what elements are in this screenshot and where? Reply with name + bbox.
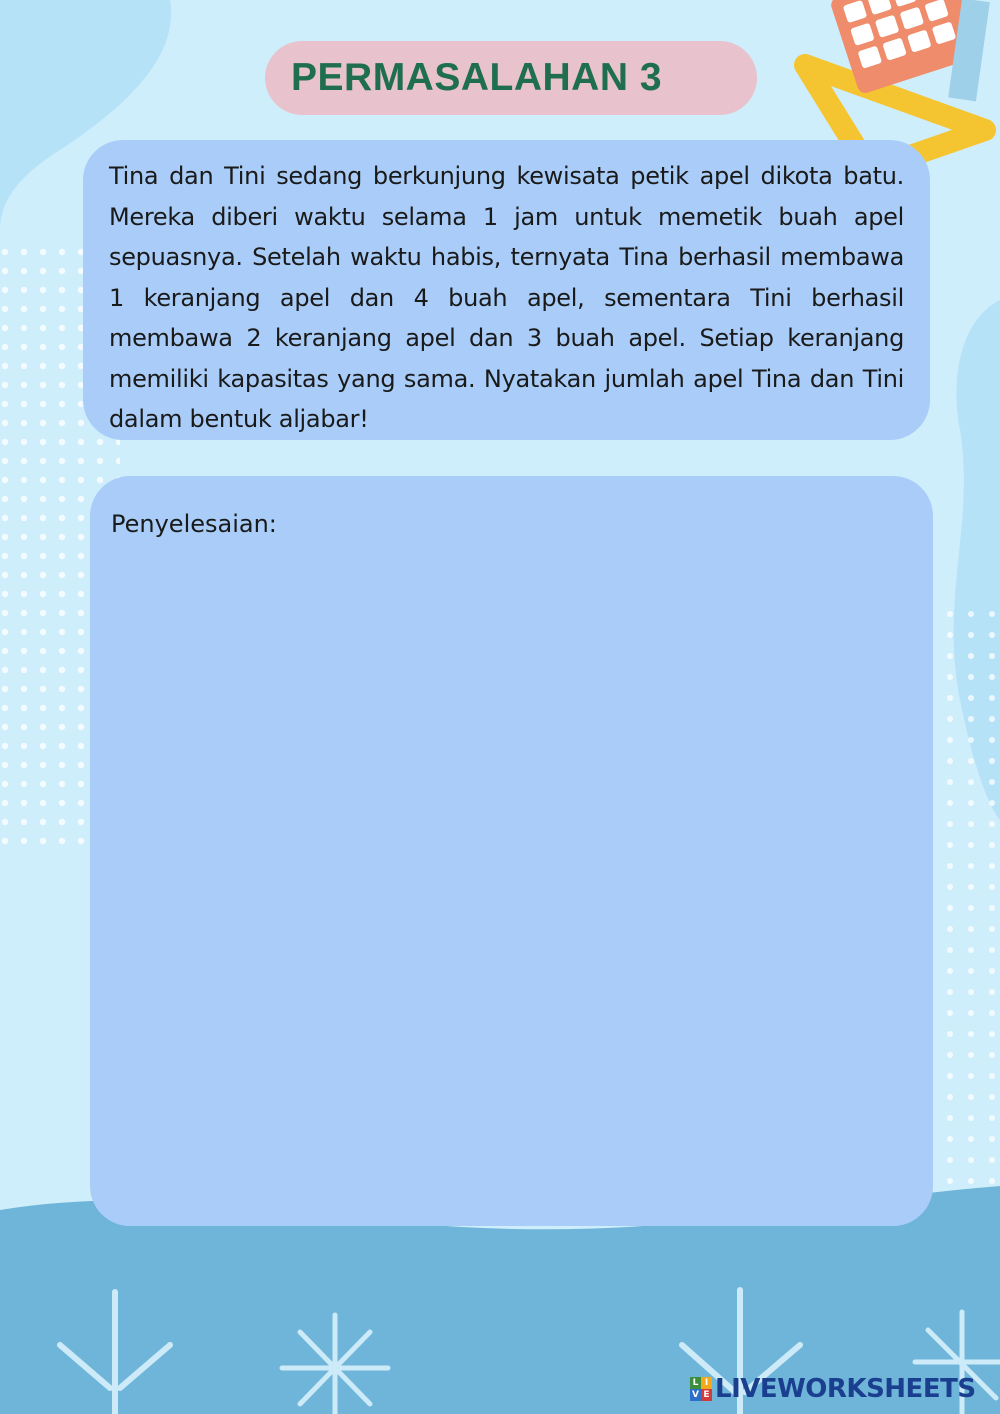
title-banner [265, 41, 757, 115]
logo-text: LIVEWORKSHEETS [715, 1374, 976, 1404]
problem-text: Tina dan Tini sedang berkunjung kewisata petik apel dikota batu. Mereka diberi waktu selama 1 jam untuk memetik buah apel sepuasnya. Setelah waktu habis, ternyata Tina berhasil membawa 1 keranjang apel dan 4 buah apel, sementara Tini berhasil membawa 2 keranjang apel dan 3 buah apel. Setiap keranjang memiliki kapasitas yang sama. Nyatakan jumlah apel Tina dan Tini dalam bentuk aljabar! [109, 162, 904, 433]
answer-input-area[interactable] [105, 554, 918, 1206]
page-title: PERMASALAHAN 3 [291, 56, 663, 99]
answer-box[interactable] [90, 476, 933, 1226]
answer-label: Penyelesaian: [111, 510, 277, 538]
liveworksheets-logo-icon: L I V E [690, 1377, 712, 1401]
problem-statement-box [83, 140, 930, 440]
liveworksheets-logo [690, 1372, 976, 1406]
